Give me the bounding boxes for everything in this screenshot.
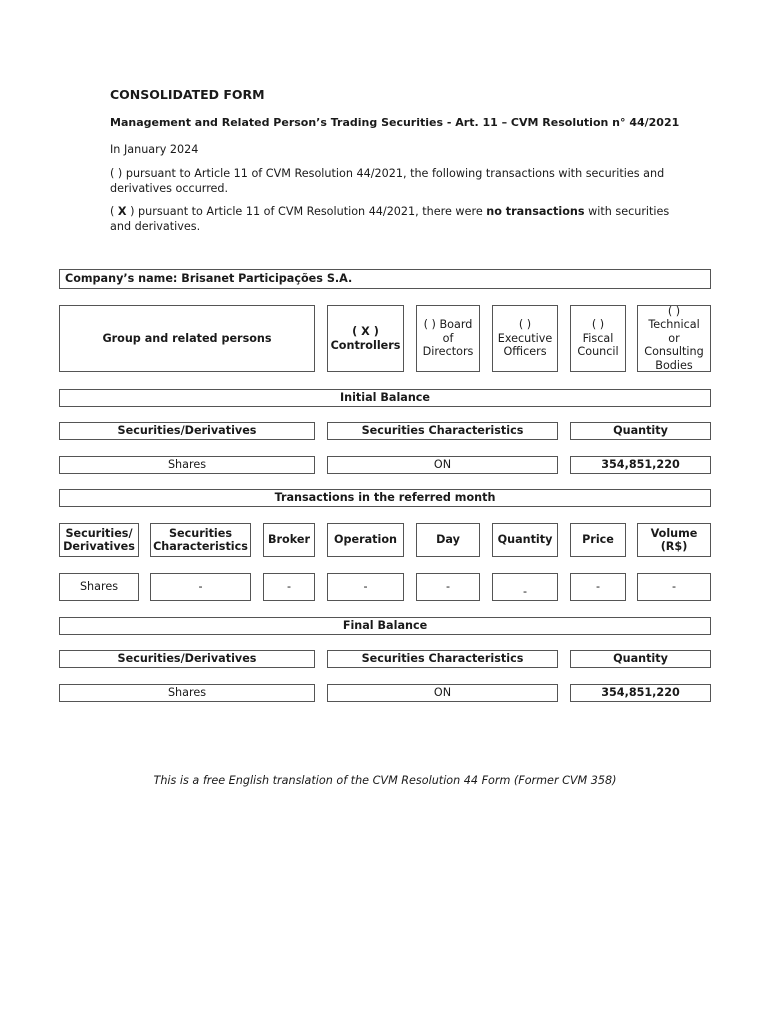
tx-header-securities-label: Securities/ Derivatives bbox=[63, 526, 135, 553]
group-label: Group and related persons bbox=[102, 331, 272, 345]
final-col-characteristics bbox=[327, 650, 558, 668]
final-title: Final Balance bbox=[342, 619, 428, 633]
technical-label: ( ) Technical or Consulting Bodies bbox=[644, 304, 704, 372]
tx-row-day-value: - bbox=[445, 580, 451, 594]
tx-row-operation bbox=[327, 573, 404, 601]
option2-bold: no transactions bbox=[486, 205, 585, 218]
tx-header-price-label: Price bbox=[582, 533, 614, 547]
tx-header-day bbox=[416, 523, 480, 557]
tx-header-volume-label: Volume (R$) bbox=[650, 526, 698, 553]
initial-balance-title bbox=[59, 389, 711, 407]
initial-characteristics-cell bbox=[327, 456, 558, 474]
tx-header-broker-label: Broker bbox=[268, 533, 310, 547]
initial-col-securities bbox=[59, 422, 315, 440]
tx-header-day-label: Day bbox=[436, 533, 460, 547]
transactions-title bbox=[59, 489, 711, 507]
tx-header-securities bbox=[59, 523, 139, 557]
board-option bbox=[416, 305, 480, 372]
final-col-securities-label: Securities/Derivatives bbox=[117, 652, 257, 666]
transactions-title-label: Transactions in the referred month bbox=[274, 491, 496, 505]
tx-header-operation-label: Operation bbox=[333, 533, 397, 547]
final-quantity-value: 354,851,220 bbox=[601, 686, 680, 700]
translation-note: This is a free English translation of the CVM Resolution 44 Form (Former CVM 358) bbox=[153, 774, 617, 787]
controllers-label: ( X ) Controllers bbox=[330, 325, 401, 352]
initial-securities-cell bbox=[59, 456, 315, 474]
final-quantity-cell bbox=[570, 684, 711, 702]
tx-row-securities-value: Shares bbox=[79, 580, 119, 594]
final-securities-cell bbox=[59, 684, 315, 702]
final-balance-title bbox=[59, 617, 711, 635]
tx-row-quantity-value: - bbox=[522, 584, 528, 598]
company-name: Company’s name: Brisanet Participações S.A. bbox=[65, 272, 353, 286]
final-col-quantity bbox=[570, 650, 711, 668]
tx-row-price bbox=[570, 573, 626, 601]
company-name-box bbox=[59, 269, 711, 289]
initial-securities-value: Shares bbox=[167, 458, 207, 472]
final-characteristics-cell bbox=[327, 684, 558, 702]
tx-row-volume bbox=[637, 573, 711, 601]
tx-row-characteristics bbox=[150, 573, 251, 601]
initial-characteristics-value: ON bbox=[433, 458, 452, 472]
tx-header-characteristics-label: Securities Characteristics bbox=[153, 526, 248, 553]
form-subtitle: Management and Related Person’s Trading Securities - Art. 11 – CVM Resolution n° 44/2021 bbox=[110, 116, 680, 129]
final-col-quantity-label: Quantity bbox=[613, 652, 668, 666]
final-securities-value: Shares bbox=[167, 686, 207, 700]
initial-quantity-cell bbox=[570, 456, 711, 474]
initial-col-characteristics-label: Securities Characteristics bbox=[361, 424, 524, 438]
tx-row-broker bbox=[263, 573, 315, 601]
tx-row-quantity bbox=[492, 573, 558, 601]
officers-option bbox=[492, 305, 558, 372]
tx-header-characteristics bbox=[150, 523, 251, 557]
tx-row-operation-value: - bbox=[363, 580, 368, 594]
controllers-option bbox=[327, 305, 404, 372]
initial-col-quantity-label: Quantity bbox=[613, 424, 668, 438]
final-col-securities bbox=[59, 650, 315, 668]
option2-mid: ) pursuant to Article 11 of CVM Resolution 44/2021, there were bbox=[126, 205, 487, 218]
initial-title: Initial Balance bbox=[339, 391, 431, 405]
tx-header-volume bbox=[637, 523, 711, 557]
form-title: CONSOLIDATED FORM bbox=[110, 87, 265, 102]
tx-row-securities bbox=[59, 573, 139, 601]
fiscal-label: ( ) Fiscal Council bbox=[577, 318, 619, 359]
option2-end: with securities and derivatives. bbox=[110, 205, 670, 233]
technical-option bbox=[637, 305, 711, 372]
tx-header-quantity-label: Quantity bbox=[497, 533, 553, 547]
initial-col-quantity bbox=[570, 422, 711, 440]
tx-row-characteristics-value: - bbox=[198, 580, 203, 594]
initial-col-characteristics bbox=[327, 422, 558, 440]
board-label: ( ) Board of Directors bbox=[422, 318, 474, 359]
tx-row-broker-value: - bbox=[286, 580, 292, 594]
tx-header-broker bbox=[263, 523, 315, 557]
group-label-box bbox=[59, 305, 315, 372]
option-transactions: ( ) pursuant to Article 11 of CVM Resolution 44/2021, the following transactions with securities and derivatives occurred. bbox=[110, 167, 665, 195]
initial-quantity-value: 354,851,220 bbox=[601, 458, 680, 472]
final-characteristics-value: ON bbox=[433, 686, 452, 700]
tx-header-price bbox=[570, 523, 626, 557]
tx-header-quantity bbox=[492, 523, 558, 557]
reporting-period: In January 2024 bbox=[110, 143, 199, 156]
tx-row-day bbox=[416, 573, 480, 601]
tx-header-operation bbox=[327, 523, 404, 557]
final-col-characteristics-label: Securities Characteristics bbox=[361, 652, 524, 666]
option2-mark: X bbox=[117, 205, 127, 218]
tx-row-price-value: - bbox=[595, 580, 601, 594]
officers-label: ( ) Executive Officers bbox=[497, 318, 553, 359]
option-no-transactions bbox=[110, 205, 670, 234]
fiscal-option bbox=[570, 305, 626, 372]
initial-col-securities-label: Securities/Derivatives bbox=[117, 424, 257, 438]
tx-row-volume-value: - bbox=[671, 580, 677, 594]
option2-open: ( bbox=[110, 205, 118, 218]
